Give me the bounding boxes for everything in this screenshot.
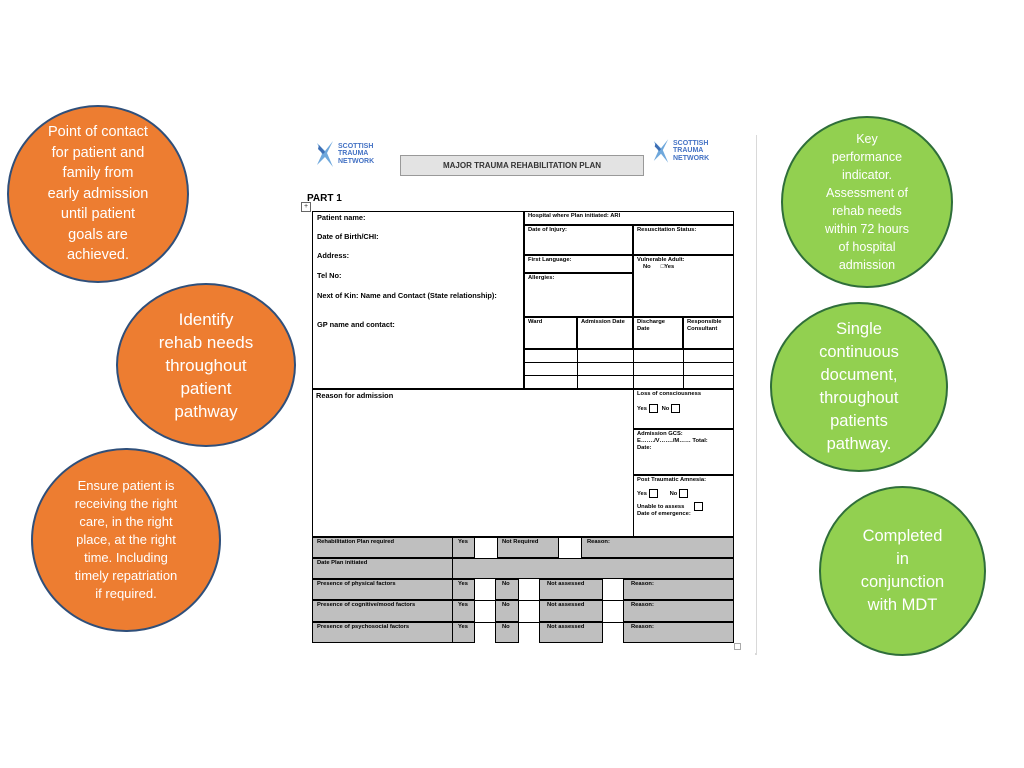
physical-reason: Reason: [631, 581, 654, 587]
ward-header: Ward [524, 317, 577, 349]
resus-status-box: Resuscitation Status: [633, 225, 734, 255]
address-label: Address: [317, 251, 350, 260]
not-required-cell[interactable] [558, 538, 582, 558]
vulnerable-no: No [643, 264, 651, 270]
checkbox-icon[interactable] [679, 489, 688, 498]
pta-options [637, 489, 730, 498]
cell-line [602, 622, 624, 623]
single-document-text: Single continuous document, throughout patients pathway. [819, 320, 899, 453]
admission-gcs-box [633, 429, 734, 475]
loss-consciousness-box [633, 389, 734, 429]
pta-label: Post Traumatic Amnesia: [637, 477, 707, 483]
reason-admission-box: Reason for admission [312, 389, 634, 537]
ward-row-line [524, 362, 734, 363]
vulnerable-adult-label: Vulnerable Adult: [637, 257, 685, 263]
physical-label: Presence of physical factors [317, 581, 396, 587]
ward-col-line [683, 349, 684, 389]
checkbox-icon[interactable] [671, 404, 680, 413]
cognitive-not-assessed: Not assessed [547, 602, 585, 608]
rehab-yes: Yes [458, 539, 468, 545]
rehab-yes-cell[interactable] [474, 538, 498, 558]
cell-line [518, 600, 540, 601]
gcs-line: E……./V……./M…… Total: [637, 438, 708, 444]
saltire-icon [652, 137, 670, 165]
gp-label: GP name and contact: [317, 320, 395, 329]
next-of-kin-label: Next of Kin: Name and Contact (State relationship): [317, 291, 497, 300]
scottish-trauma-network-logo-right [652, 137, 709, 165]
cognitive-yes: Yes [458, 602, 468, 608]
vulnerable-yes: Yes [664, 264, 675, 270]
gcs-date: Date: [637, 445, 652, 451]
loc-no: No [661, 406, 670, 413]
pta-emergence: Date of emergence: [637, 511, 691, 518]
cell-line [518, 622, 540, 623]
saltire-icon [315, 139, 335, 169]
contact-point-text: Point of contact for patient and family from early admission until patient goals are achieved. [47, 124, 149, 264]
part-heading: PART 1 [307, 193, 342, 204]
cognitive-label: Presence of cognitive/mood factors [317, 602, 416, 608]
mdt-circle [819, 486, 986, 656]
cognitive-reason: Reason: [631, 602, 654, 608]
right-care-circle [31, 448, 221, 632]
pta-no: No [669, 491, 678, 498]
date-plan-label: Date Plan initiated [317, 560, 368, 566]
cognitive-no: No [502, 602, 510, 608]
psychosocial-no: No [502, 624, 510, 630]
cell-line [474, 600, 496, 601]
gcs-label: Admission GCS: [637, 431, 683, 437]
dob-label: Date of Birth/CHI: [317, 232, 379, 241]
rehab-required-label: Rehabilitation Plan required [317, 539, 394, 545]
identify-needs-circle [116, 283, 296, 447]
single-document-circle [770, 302, 948, 472]
rehab-plan-form [300, 133, 756, 653]
psychosocial-yes: Yes [458, 624, 468, 630]
scottish-trauma-network-logo [315, 139, 374, 169]
psychosocial-not-assessed: Not assessed [547, 624, 585, 630]
psychosocial-reason: Reason: [631, 624, 654, 630]
pta-unable: Unable to assess [637, 502, 730, 511]
pta-box [633, 475, 734, 537]
vulnerable-adult-box [633, 255, 734, 317]
checkbox-icon[interactable] [649, 404, 658, 413]
checkbox-icon[interactable] [649, 489, 658, 498]
physical-yes: Yes [458, 581, 468, 587]
yes-tick-cells[interactable] [474, 579, 496, 643]
date-plan-row [312, 558, 734, 579]
no-tick-cells[interactable] [518, 579, 540, 643]
reason-label: Reason: [587, 539, 610, 545]
ward-rows [524, 349, 734, 389]
ward-col-line [577, 349, 578, 389]
not-required-label: Not Required [502, 539, 539, 545]
identify-needs-text: Identify rehab needs throughout patient pathway [158, 309, 254, 421]
allergies-box: Allergies: [524, 273, 633, 317]
not-assessed-tick-cells[interactable] [602, 579, 624, 643]
cell-line [474, 622, 496, 623]
pta-yes: Yes [637, 491, 647, 498]
contact-point-circle [7, 105, 189, 283]
admission-date-header: Admission Date [577, 317, 633, 349]
psychosocial-label: Presence of psychosocial factors [317, 624, 410, 630]
consultant-header: Responsible Consultant [683, 317, 734, 349]
loc-yes: Yes [637, 406, 647, 413]
discharge-date-header: Discharge Date [633, 317, 683, 349]
loss-consciousness-label: Loss of consciousness [637, 391, 702, 397]
kpi-circle [781, 116, 953, 288]
ward-col-line [633, 349, 634, 389]
mdt-text: Completed in conjunction with MDT [860, 527, 945, 614]
tel-label: Tel No: [317, 271, 342, 280]
vulnerable-adult-options: No □Yes [643, 264, 675, 270]
ward-row-line [524, 375, 734, 376]
hospital-box: Hospital where Plan initiated: ARI [524, 211, 734, 225]
table-end-marker [734, 643, 741, 650]
kpi-text: Key performance indicator. Assessment of rehab needs within 72 hours of hospital admission [824, 132, 910, 272]
logo-text-right: SCOTTISH TRAUMA NETWORK [673, 139, 710, 162]
logo-text: SCOTTISH TRAUMA NETWORK [338, 142, 375, 165]
col-divider [452, 537, 453, 643]
checkbox-icon[interactable] [694, 502, 703, 511]
physical-not-assessed: Not assessed [547, 581, 585, 587]
cell-line [602, 600, 624, 601]
patient-name-label: Patient name: [317, 213, 366, 222]
right-care-text: Ensure patient is receiving the right care, in the right place, at the right time. Including timely repatriation if required. [74, 478, 178, 601]
first-language-box: First Language: [524, 255, 633, 273]
physical-no: No [502, 581, 510, 587]
plan-title: MAJOR TRAUMA REHABILITATION PLAN [400, 155, 644, 176]
loss-consciousness-options [637, 404, 730, 413]
table-move-handle-icon[interactable]: + [301, 202, 311, 212]
date-of-injury-box: Date of Injury: [524, 225, 633, 255]
